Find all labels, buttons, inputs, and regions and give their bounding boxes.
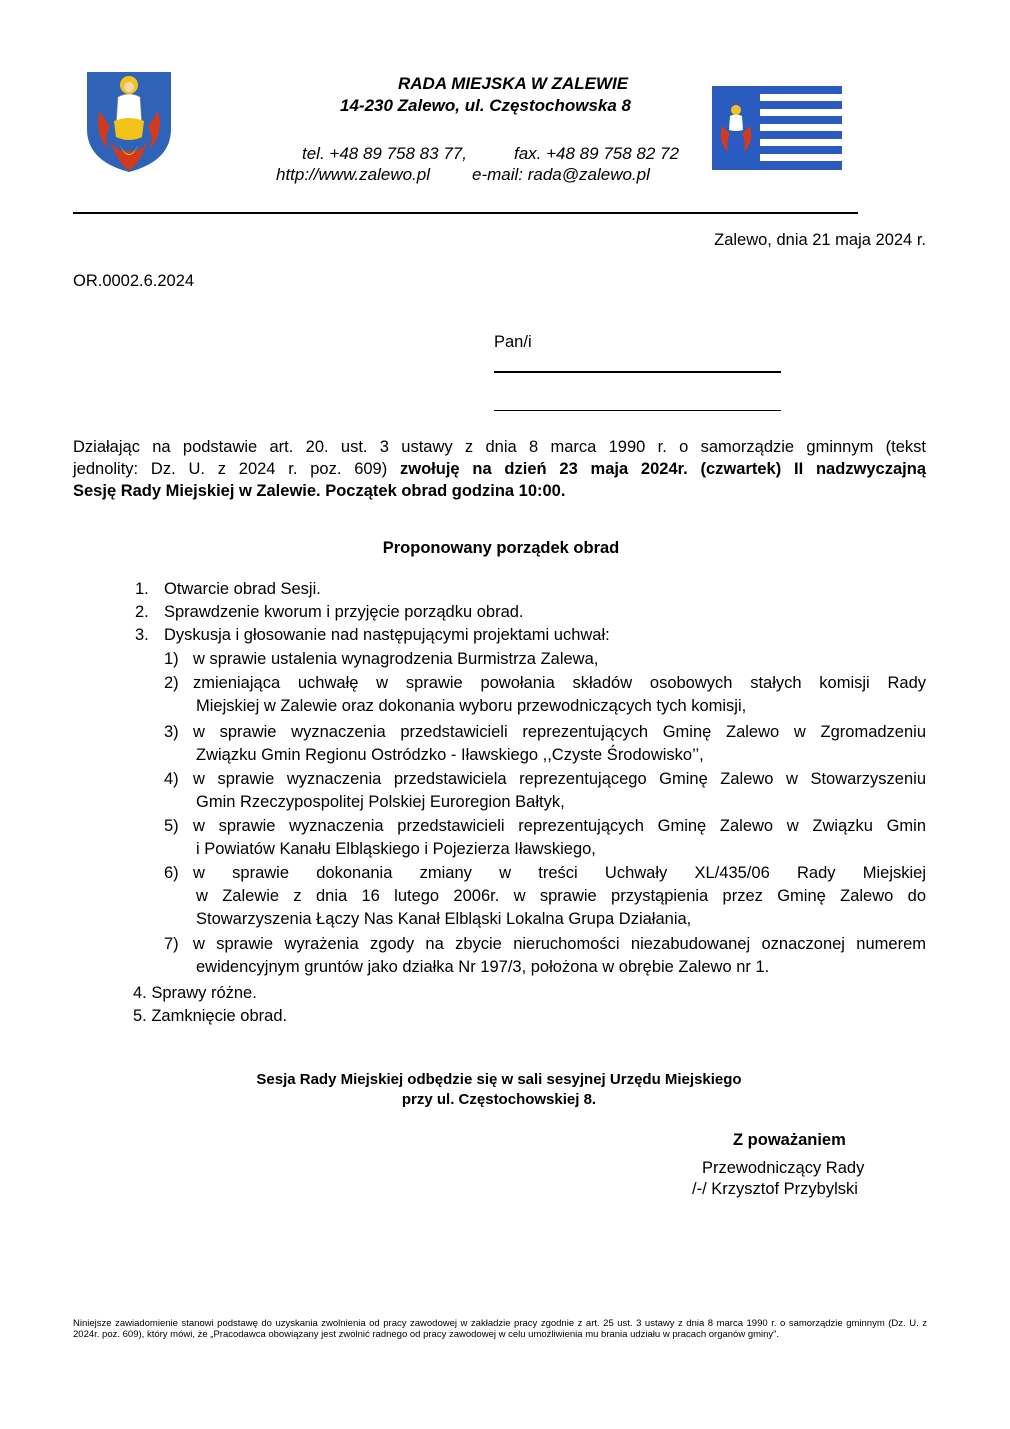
- intro-line-1: Działając na podstawie art. 20. ust. 3 ustawy z dnia 8 marca 1990 r. o samorządzie gminnym (tekst: [73, 438, 926, 456]
- coat-of-arms-logo: [86, 71, 172, 173]
- resolution-item: 2) zmieniająca uchwałę w sprawie powołania składów osobowych stałych komisji Rady Miejskiej w Zalewie oraz dokonania wyboru przewodniczących tych komisji,: [164, 674, 926, 715]
- signature: /-/ Krzysztof Przybylski: [692, 1180, 858, 1198]
- agenda-item: 5. Zamknięcie obrad.: [133, 1007, 288, 1025]
- resolution-item: 7) w sprawie wyrażenia zgody na zbycie nieruchomości niezabudowanej oznaczonej numerem ewidencyjnym gruntów jako działka Nr 197/3, położona w obrębie Zalewo nr 1.: [164, 935, 926, 976]
- header-divider: [73, 212, 858, 214]
- closing-regards: Z poważaniem: [733, 1131, 846, 1149]
- website-link[interactable]: http://www.zalewo.pl: [276, 165, 431, 184]
- resolution-item: 6) w sprawie dokonania zmiany w treści Uchwały XL/435/06 Rady Miejskiej w Zalewie z dnia 16 lutego 2006r. w sprawie przystąpienia przez Gminę Zalewo do Stowarzyszenia Łączy Nas Kanał Elbląski Lokalna Grupa Działania,: [164, 864, 926, 928]
- recipient-label: Pan/i: [494, 333, 532, 351]
- agenda-title: Proponowany porządek obrad: [382, 539, 620, 557]
- phone-number: tel. +48 89 758 83 77,: [302, 144, 467, 163]
- resolution-item: 5) w sprawie wyznaczenia przedstawicieli reprezentujących Gminę Zalewo w Związku Gmin i Powiatów Kanału Elbląskiego i Pojezierza Iławskiego,: [164, 817, 926, 858]
- agenda-item: 2. Sprawdzenie kworum i przyjęcie porządku obrad.: [135, 603, 524, 621]
- footnote: Niniejsze zawiadomienie stanowi podstawę do uzyskania zwolnienia od pracy zawodowej w zakładzie pracy zgodnie z art. 25 ust. 3 ustawy z dnia 8 marca 1990 r. o samorządzie gminnym (Dz. U. z 2024r. poz. 609), który mówi, że „Pracodawca obowiązany jest zwolnić radnego od pracy zawodowej w celu umożliwienia mu brania udziału w pracach organów gminy”.: [73, 1318, 927, 1340]
- resolution-item: 4) w sprawie wyznaczenia przedstawiciela reprezentującego Gminę Zalewo w Stowarzyszeniu Gmin Rzeczypospolitej Polskiej Euroregion Bałtyk,: [164, 770, 926, 811]
- org-name: RADA MIEJSKA W ZALEWIE: [398, 74, 629, 93]
- resolution-item: 3) w sprawie wyznaczenia przedstawicieli reprezentujących Gminę Zalewo w Zgromadzeniu Związku Gmin Regionu Ostródzko - Iławskiego ,,Czyste Środowisko’’,: [164, 723, 926, 764]
- intro-paragraph: [73, 436, 926, 502]
- email-link[interactable]: e-mail: rada@zalewo.pl: [472, 165, 650, 184]
- signatory-title: Przewodniczący Rady: [702, 1159, 865, 1177]
- recipient-blank-line-1: [494, 371, 781, 373]
- org-address: 14-230 Zalewo, ul. Częstochowska 8: [340, 96, 632, 115]
- intro-line-2: jednolity: Dz. U. z 2024 r. poz. 609) zwołuję na dzień 23 maja 2024r. (czwartek) II nadzwyczajną: [73, 460, 926, 478]
- recipient-blank-line-2: [494, 410, 781, 411]
- resolution-item: 1) w sprawie ustalenia wynagrodzenia Burmistrza Zalewa,: [164, 650, 599, 668]
- venue-line-1: Sesja Rady Miejskiej odbędzie się w sali sesyjnej Urzędu Miejskiego: [256, 1071, 742, 1088]
- town-flag-logo: [712, 86, 842, 170]
- agenda-item: 4. Sprawy różne.: [133, 984, 257, 1002]
- venue-line-2: przy ul. Częstochowskiej 8.: [401, 1091, 597, 1108]
- document-date: Zalewo, dnia 21 maja 2024 r.: [714, 231, 926, 249]
- reference-number: OR.0002.6.2024: [73, 272, 195, 290]
- agenda-item: 1. Otwarcie obrad Sesji.: [135, 580, 321, 598]
- fax-number: fax. +48 89 758 82 72: [514, 144, 679, 163]
- agenda-item: 3. Dyskusja i głosowanie nad następującymi projektami uchwał:: [135, 626, 610, 644]
- intro-line-3: Sesję Rady Miejskiej w Zalewie. Początek obrad godzina 10:00.: [73, 482, 566, 500]
